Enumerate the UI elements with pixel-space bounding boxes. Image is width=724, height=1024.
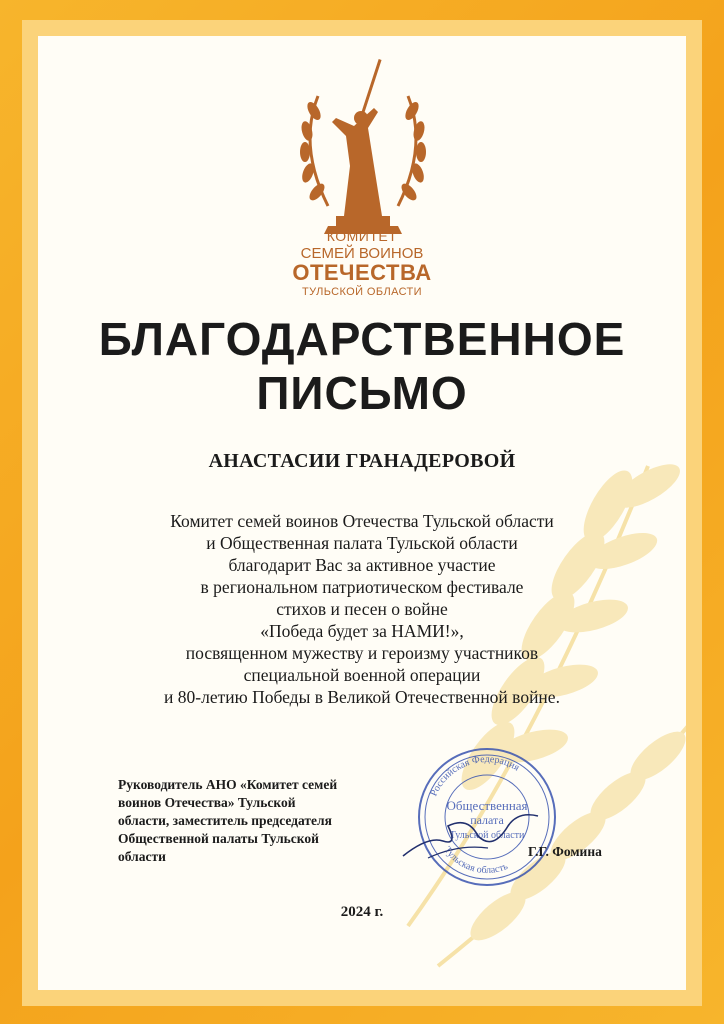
signatory-position bbox=[118, 776, 368, 866]
body-line: специальной военной операции bbox=[243, 665, 481, 685]
logo-text-line4: ТУЛЬСКОЙ ОБЛАСТИ bbox=[302, 286, 422, 298]
position-line: области bbox=[118, 849, 166, 864]
body-line: посвященном мужеству и героизму участников bbox=[185, 643, 539, 663]
position-line: воинов Отечества» Тульской bbox=[118, 795, 296, 810]
handwritten-signature-icon bbox=[398, 796, 548, 866]
body-line: и Общественная палата Тульской области bbox=[206, 533, 518, 553]
seal-center-line3: Тульской области bbox=[449, 830, 525, 841]
letter-body bbox=[38, 510, 686, 708]
monument-wreath-logo-icon bbox=[288, 56, 438, 236]
body-line: Комитет семей воинов Отечества Тульской области bbox=[170, 511, 554, 531]
seal-center-line2: палата bbox=[470, 813, 504, 827]
certificate-sheet bbox=[38, 36, 686, 990]
position-line: области, заместитель председателя bbox=[118, 813, 332, 828]
body-line: в региональном патриотическом фестивале bbox=[200, 577, 524, 597]
seal-center-line1: Общественная bbox=[446, 798, 528, 813]
body-line: и 80-летию Победы в Великой Отечественной войне. bbox=[164, 687, 560, 707]
position-line: Руководитель АНО «Комитет семей bbox=[118, 777, 338, 792]
recipient-name: АНАСТАСИИ ГРАНАДЕРОВОЙ bbox=[208, 450, 516, 472]
seal-ring-top-text: Российская Федерация bbox=[428, 754, 522, 798]
logo-text-line2: СЕМЕЙ ВОИНОВ bbox=[300, 245, 424, 262]
document-title-line2: ПИСЬМО bbox=[256, 367, 468, 419]
document-year: 2024 г. bbox=[340, 904, 384, 920]
document-title-line1: БЛАГОДАРСТВЕННОЕ bbox=[98, 313, 626, 365]
logo-text-line3: ОТЕЧЕСТВА bbox=[292, 260, 432, 285]
position-line: Общественной палаты Тульской bbox=[118, 831, 319, 846]
logo-text-line1: КОМИТЕТ bbox=[326, 228, 398, 244]
signatory-name: Г.Г. Фомина bbox=[528, 844, 602, 859]
body-line: благодарит Вас за активное участие bbox=[228, 555, 496, 575]
body-line: «Победа будет за НАМИ!», bbox=[260, 621, 464, 641]
body-line: стихов и песен о войне bbox=[276, 599, 448, 619]
seal-ring-bottom-text: Тульская область bbox=[441, 844, 510, 877]
